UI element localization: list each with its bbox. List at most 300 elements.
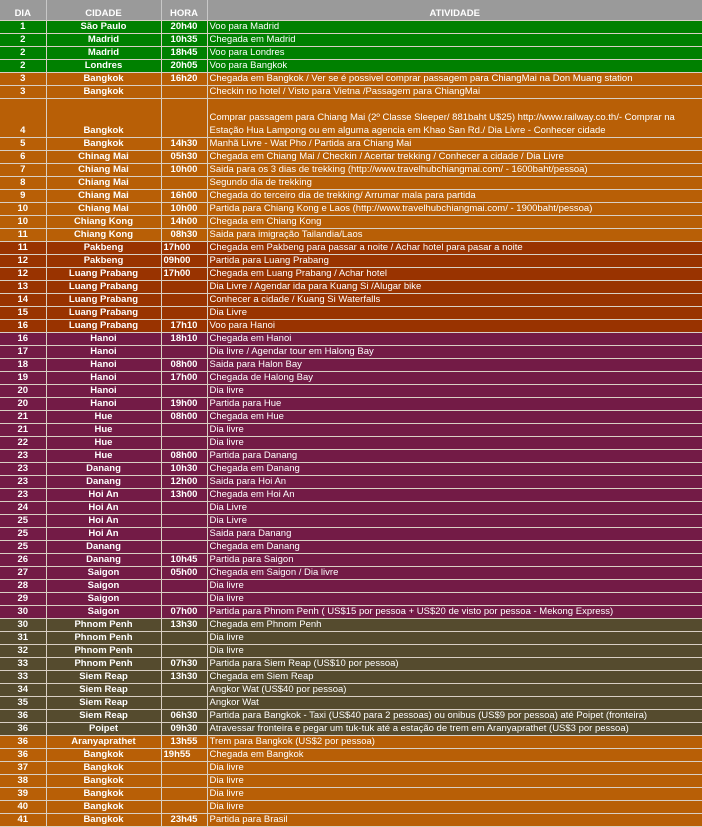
cell-hora[interactable] [161,424,207,437]
table-row [0,385,702,398]
cell-atividade[interactable]: Conhecer a cidade / Kuang Si Waterfalls [207,294,702,307]
cell-hora[interactable]: 16h20 [161,73,207,86]
cell-atividade[interactable]: Chegada em Saigon / Dia livre [207,567,702,580]
cell-hora[interactable]: 07h30 [161,658,207,671]
cell-atividade[interactable]: Dia livre [207,632,702,645]
cell-cidade[interactable]: Madrid [46,47,161,60]
table-row [0,450,702,463]
cell-atividade[interactable]: Dia livre [207,424,702,437]
cell-cidade[interactable]: Phnom Penh [46,645,161,658]
cell-hora[interactable]: 05h00 [161,567,207,580]
cell-dia[interactable]: 1 [0,21,46,34]
cell-dia[interactable]: 16 [0,320,46,333]
cell-atividade[interactable]: Dia Livre [207,502,702,515]
cell-dia[interactable]: 2 [0,47,46,60]
cell-dia[interactable]: 31 [0,632,46,645]
table-row [0,359,702,372]
table-row [0,242,702,255]
cell-dia[interactable]: 17 [0,346,46,359]
cell-cidade[interactable]: Londres [46,60,161,73]
table-row [0,164,702,177]
cell-hora[interactable]: 10h35 [161,34,207,47]
cell-dia[interactable]: 37 [0,762,46,775]
table-row [0,684,702,697]
cell-dia[interactable]: 32 [0,645,46,658]
cell-hora[interactable] [161,177,207,190]
table-row [0,632,702,645]
cell-atividade[interactable]: Partida para Siem Reap (US$10 por pessoa) [207,658,702,671]
cell-cidade[interactable]: Bangkok [46,814,161,827]
cell-cidade[interactable]: Phnom Penh [46,619,161,632]
cell-atividade[interactable]: Saida para Hoi An [207,476,702,489]
cell-atividade[interactable]: Partida para Luang Prabang [207,255,702,268]
cell-hora[interactable]: 14h00 [161,216,207,229]
table-row [0,528,702,541]
cell-dia[interactable]: 34 [0,684,46,697]
table-row [0,463,702,476]
table-row [0,216,702,229]
cell-cidade[interactable]: Phnom Penh [46,632,161,645]
cell-hora[interactable]: 13h30 [161,671,207,684]
cell-atividade[interactable]: Chegada de Halong Bay [207,372,702,385]
cell-dia[interactable]: 39 [0,788,46,801]
table-row [0,502,702,515]
cell-dia[interactable]: 29 [0,593,46,606]
table-row [0,762,702,775]
cell-cidade[interactable]: Hoi An [46,489,161,502]
table-row [0,294,702,307]
table-row [0,541,702,554]
table-row [0,411,702,424]
cell-cidade[interactable]: Hue [46,450,161,463]
cell-cidade[interactable]: Saigon [46,606,161,619]
table-row [0,190,702,203]
cell-atividade[interactable]: Dia livre [207,645,702,658]
cell-atividade[interactable]: Partida para Hue [207,398,702,411]
table-row [0,489,702,502]
cell-hora[interactable]: 20h05 [161,60,207,73]
cell-atividade[interactable]: Chegada em Bangkok [207,749,702,762]
cell-atividade[interactable]: Saida para imigração Tailandia/Laos [207,229,702,242]
table-row [0,593,702,606]
header-cidade[interactable]: CIDADE [46,0,161,21]
cell-cidade[interactable]: Chiang Kong [46,229,161,242]
cell-dia[interactable]: 23 [0,489,46,502]
cell-dia[interactable]: 18 [0,359,46,372]
cell-atividade[interactable]: Chegada em Madrid [207,34,702,47]
cell-dia[interactable]: 41 [0,814,46,827]
table-row [0,606,702,619]
cell-atividade[interactable]: Dia livre [207,437,702,450]
cell-dia[interactable]: 26 [0,554,46,567]
table-row [0,281,702,294]
cell-dia[interactable]: 4 [0,99,46,138]
cell-hora[interactable] [161,528,207,541]
cell-dia[interactable]: 36 [0,736,46,749]
cell-atividade[interactable]: Dia livre [207,775,702,788]
cell-dia[interactable]: 33 [0,671,46,684]
cell-cidade[interactable]: Siem Reap [46,684,161,697]
table-row [0,346,702,359]
table-row [0,60,702,73]
cell-cidade[interactable]: Hanoi [46,346,161,359]
cell-hora[interactable] [161,307,207,320]
cell-hora[interactable] [161,385,207,398]
cell-atividade[interactable]: Voo para Bangkok [207,60,702,73]
table-row [0,47,702,60]
cell-cidade[interactable]: Hanoi [46,398,161,411]
cell-atividade[interactable]: Partida para Chiang Kong e Laos (http://www.travelhubchiangmai.com/ - 1900baht/pessoa) [207,203,702,216]
cell-atividade[interactable]: Checkin no hotel / Visto para Vietna /Passagem para ChiangMai [207,86,702,99]
table-row [0,372,702,385]
cell-hora[interactable]: 10h45 [161,554,207,567]
table-row [0,34,702,47]
cell-cidade[interactable]: Chiang Kong [46,216,161,229]
table-row [0,203,702,216]
cell-atividade[interactable]: Angkor Wat [207,697,702,710]
table-row [0,138,702,151]
cell-dia[interactable]: 11 [0,242,46,255]
cell-cidade[interactable]: Bangkok [46,762,161,775]
cell-atividade[interactable]: Saida para os 3 dias de trekking (http://www.travelhubchiangmai.com/ - 1600baht/pessoa) [207,164,702,177]
cell-dia[interactable]: 19 [0,372,46,385]
cell-hora[interactable]: 12h00 [161,476,207,489]
cell-cidade[interactable]: Chiang Mai [46,190,161,203]
cell-dia[interactable]: 12 [0,255,46,268]
cell-cidade[interactable]: Saigon [46,593,161,606]
table-row [0,736,702,749]
cell-cidade[interactable]: Phnom Penh [46,658,161,671]
cell-dia[interactable]: 7 [0,164,46,177]
cell-atividade[interactable]: Dia Livre / Agendar ida para Kuang Si /Alugar bike [207,281,702,294]
cell-atividade[interactable]: Partida para Brasil [207,814,702,827]
cell-hora[interactable]: 18h10 [161,333,207,346]
table-row [0,268,702,281]
cell-hora[interactable] [161,580,207,593]
cell-dia[interactable]: 15 [0,307,46,320]
cell-atividade[interactable]: Trem para Bangkok (US$2 por pessoa) [207,736,702,749]
cell-hora[interactable] [161,593,207,606]
cell-hora[interactable]: 08h00 [161,411,207,424]
table-row [0,476,702,489]
cell-cidade[interactable]: Saigon [46,580,161,593]
cell-hora[interactable] [161,801,207,814]
cell-cidade[interactable]: Hue [46,437,161,450]
table-row [0,645,702,658]
cell-hora[interactable] [161,697,207,710]
cell-dia[interactable]: 40 [0,801,46,814]
cell-cidade[interactable]: Hue [46,424,161,437]
cell-hora[interactable]: 13h00 [161,489,207,502]
header-atividade[interactable]: ATIVIDADE [207,0,702,21]
table-row [0,554,702,567]
cell-cidade[interactable]: Danang [46,476,161,489]
table-row [0,437,702,450]
cell-cidade[interactable]: Hanoi [46,385,161,398]
cell-dia[interactable]: 38 [0,775,46,788]
cell-cidade[interactable]: Hoi An [46,515,161,528]
cell-cidade[interactable]: Chinag Mai [46,151,161,164]
cell-hora[interactable]: 10h30 [161,463,207,476]
cell-dia[interactable]: 22 [0,437,46,450]
cell-hora[interactable]: 09h00 [161,255,207,268]
table-row [0,515,702,528]
cell-hora[interactable] [161,437,207,450]
cell-cidade[interactable]: Danang [46,463,161,476]
cell-hora[interactable] [161,541,207,554]
cell-dia[interactable]: 25 [0,515,46,528]
cell-atividade[interactable]: Chegada em Luang Prabang / Achar hotel [207,268,702,281]
cell-cidade[interactable]: Madrid [46,34,161,47]
cell-atividade[interactable]: Comprar passagem para Chiang Mai (2º Classe Sleeper/ 881baht U$25) http://www.railway.co.th/- Comprar na Estação Hua Lampong ou em alguma agencia em Khao San Rd./ Dia Livre - Conhecer cidade [207,99,702,138]
cell-dia[interactable]: 3 [0,86,46,99]
cell-dia[interactable]: 23 [0,450,46,463]
table-row [0,671,702,684]
cell-hora[interactable]: 08h30 [161,229,207,242]
table-row [0,320,702,333]
cell-cidade[interactable]: Aranyaprathet [46,736,161,749]
cell-cidade[interactable]: Hanoi [46,359,161,372]
cell-hora[interactable] [161,788,207,801]
cell-cidade[interactable]: Hoi An [46,502,161,515]
cell-atividade[interactable]: Angkor Wat (US$40 por pessoa) [207,684,702,697]
table-row [0,658,702,671]
cell-hora[interactable]: 08h00 [161,359,207,372]
table-row [0,697,702,710]
cell-atividade[interactable]: Dia livre [207,788,702,801]
table-row [0,723,702,736]
cell-atividade[interactable]: Voo para Madrid [207,21,702,34]
cell-hora[interactable]: 19h55 [161,749,207,762]
cell-cidade[interactable]: Bangkok [46,788,161,801]
cell-cidade[interactable]: Hue [46,411,161,424]
cell-atividade[interactable]: Dia Livre [207,515,702,528]
table-row [0,801,702,814]
cell-hora[interactable]: 20h40 [161,21,207,34]
cell-cidade[interactable]: Pakbeng [46,255,161,268]
cell-hora[interactable] [161,684,207,697]
table-row [0,229,702,242]
cell-atividade[interactable]: Dia livre / Agendar tour em Halong Bay [207,346,702,359]
cell-hora[interactable]: 17h00 [161,268,207,281]
cell-cidade[interactable]: Hoi An [46,528,161,541]
cell-hora[interactable]: 16h00 [161,190,207,203]
cell-hora[interactable] [161,515,207,528]
cell-dia[interactable]: 25 [0,528,46,541]
cell-cidade[interactable]: Luang Prabang [46,307,161,320]
cell-dia[interactable]: 30 [0,619,46,632]
cell-cidade[interactable]: São Paulo [46,21,161,34]
cell-dia[interactable]: 2 [0,34,46,47]
cell-dia[interactable]: 36 [0,710,46,723]
cell-hora[interactable] [161,632,207,645]
cell-atividade[interactable]: Chegada em Danang [207,463,702,476]
cell-hora[interactable]: 06h30 [161,710,207,723]
table-row [0,73,702,86]
header-dia[interactable]: DIA [0,0,46,21]
cell-dia[interactable]: 10 [0,203,46,216]
cell-dia[interactable]: 23 [0,476,46,489]
table-row [0,580,702,593]
cell-hora[interactable]: 18h45 [161,47,207,60]
cell-atividade[interactable]: Saida para Danang [207,528,702,541]
cell-atividade[interactable]: Voo para Hanoi [207,320,702,333]
cell-dia[interactable]: 27 [0,567,46,580]
cell-atividade[interactable]: Atravessar fronteira e pegar um tuk-tuk até a estação de trem em Aranyaprathet (US$3 por pessoa) [207,723,702,736]
cell-hora[interactable]: 13h30 [161,619,207,632]
cell-atividade[interactable]: Saida para Halon Bay [207,359,702,372]
cell-cidade[interactable]: Luang Prabang [46,320,161,333]
cell-dia[interactable]: 28 [0,580,46,593]
cell-cidade[interactable]: Hanoi [46,333,161,346]
cell-cidade[interactable]: Danang [46,541,161,554]
table-row [0,749,702,762]
cell-dia[interactable]: 14 [0,294,46,307]
cell-cidade[interactable]: Bangkok [46,138,161,151]
cell-cidade[interactable]: Saigon [46,567,161,580]
table-row [0,775,702,788]
cell-cidade[interactable]: Bangkok [46,86,161,99]
cell-hora[interactable] [161,99,207,138]
cell-dia[interactable]: 20 [0,398,46,411]
table-row [0,398,702,411]
cell-dia[interactable]: 21 [0,411,46,424]
cell-hora[interactable]: 09h30 [161,723,207,736]
cell-cidade[interactable]: Poipet [46,723,161,736]
table-row [0,788,702,801]
cell-cidade[interactable]: Luang Prabang [46,294,161,307]
cell-atividade[interactable]: Chegada em Chiang Kong [207,216,702,229]
cell-hora[interactable] [161,762,207,775]
cell-hora[interactable] [161,502,207,515]
cell-atividade[interactable]: Partida para Phnom Penh ( US$15 por pessoa + US$20 de visto por pessoa - Mekong Express) [207,606,702,619]
table-row [0,567,702,580]
cell-dia[interactable]: 33 [0,658,46,671]
cell-atividade[interactable]: Partida para Danang [207,450,702,463]
table-row [0,814,702,827]
cell-atividade[interactable]: Dia livre [207,762,702,775]
cell-atividade[interactable]: Voo para Londres [207,47,702,60]
cell-hora[interactable]: 17h00 [161,372,207,385]
cell-cidade[interactable]: Siem Reap [46,671,161,684]
cell-cidade[interactable]: Luang Prabang [46,268,161,281]
cell-atividade[interactable]: Partida para Saigon [207,554,702,567]
cell-hora[interactable]: 05h30 [161,151,207,164]
cell-atividade[interactable]: Manhã Livre - Wat Pho / Partida ara Chiang Mai [207,138,702,151]
cell-hora[interactable] [161,294,207,307]
table-row [0,21,702,34]
cell-atividade[interactable]: Chegada em Hue [207,411,702,424]
cell-hora[interactable]: 08h00 [161,450,207,463]
cell-dia[interactable]: 9 [0,190,46,203]
cell-atividade[interactable]: Chegada em Pakbeng para passar a noite / Achar hotel para pasar a noite [207,242,702,255]
cell-dia[interactable]: 11 [0,229,46,242]
cell-cidade[interactable]: Siem Reap [46,697,161,710]
cell-atividade[interactable]: Chegada em Phnom Penh [207,619,702,632]
cell-cidade[interactable]: Chiang Mai [46,177,161,190]
cell-dia[interactable]: 36 [0,723,46,736]
cell-hora[interactable]: 17h10 [161,320,207,333]
table-row [0,307,702,320]
cell-dia[interactable]: 16 [0,333,46,346]
cell-dia[interactable]: 23 [0,463,46,476]
cell-cidade[interactable]: Hanoi [46,372,161,385]
cell-hora[interactable] [161,346,207,359]
cell-atividade[interactable]: Dia livre [207,385,702,398]
cell-hora[interactable]: 10h00 [161,203,207,216]
cell-cidade[interactable]: Bangkok [46,99,161,138]
cell-atividade[interactable]: Dia livre [207,580,702,593]
cell-hora[interactable]: 23h45 [161,814,207,827]
cell-dia[interactable]: 5 [0,138,46,151]
cell-cidade[interactable]: Chiang Mai [46,203,161,216]
table-row [0,255,702,268]
cell-dia[interactable]: 12 [0,268,46,281]
table-row [0,86,702,99]
cell-cidade[interactable]: Bangkok [46,775,161,788]
cell-dia[interactable]: 21 [0,424,46,437]
cell-atividade[interactable]: Chegada em Siem Reap [207,671,702,684]
cell-hora[interactable]: 14h30 [161,138,207,151]
cell-dia[interactable]: 3 [0,73,46,86]
cell-hora[interactable]: 19h00 [161,398,207,411]
cell-cidade[interactable]: Pakbeng [46,242,161,255]
cell-atividade[interactable]: Chegada do terceiro dia de trekking/ Arrumar mala para partida [207,190,702,203]
cell-cidade[interactable]: Bangkok [46,801,161,814]
cell-atividade[interactable]: Chegada em Bangkok / Ver se é possivel comprar passagem para ChiangMai na Don Muang station [207,73,702,86]
cell-atividade[interactable]: Chegada em Hoi An [207,489,702,502]
cell-hora[interactable]: 17h00 [161,242,207,255]
cell-dia[interactable]: 6 [0,151,46,164]
cell-hora[interactable] [161,645,207,658]
cell-cidade[interactable]: Luang Prabang [46,281,161,294]
itinerary-body [0,21,702,827]
cell-atividade[interactable]: Partida para Bangkok - Taxi (US$40 para 2 pessoas) ou onibus (US$9 por pessoa) até Poipet (fronteira) [207,710,702,723]
cell-hora[interactable]: 10h00 [161,164,207,177]
header-hora[interactable]: HORA [161,0,207,21]
cell-dia[interactable]: 30 [0,606,46,619]
cell-dia[interactable]: 24 [0,502,46,515]
cell-hora[interactable] [161,281,207,294]
cell-cidade[interactable]: Chiang Mai [46,164,161,177]
cell-dia[interactable]: 25 [0,541,46,554]
cell-atividade[interactable]: Chegada em Chiang Mai / Checkin / Acertar trekking / Conhecer a cidade / Dia Livre [207,151,702,164]
cell-cidade[interactable]: Siem Reap [46,710,161,723]
cell-dia[interactable]: 10 [0,216,46,229]
cell-atividade[interactable]: Dia livre [207,593,702,606]
cell-hora[interactable] [161,86,207,99]
cell-atividade[interactable]: Dia Livre [207,307,702,320]
table-row [0,619,702,632]
cell-cidade[interactable]: Bangkok [46,749,161,762]
cell-cidade[interactable]: Bangkok [46,73,161,86]
cell-dia[interactable]: 13 [0,281,46,294]
cell-dia[interactable]: 20 [0,385,46,398]
table-row [0,710,702,723]
cell-cidade[interactable]: Danang [46,554,161,567]
cell-hora[interactable]: 13h55 [161,736,207,749]
cell-dia[interactable]: 35 [0,697,46,710]
cell-dia[interactable]: 2 [0,60,46,73]
cell-atividade[interactable]: Chegada em Danang [207,541,702,554]
cell-dia[interactable]: 8 [0,177,46,190]
cell-hora[interactable]: 07h00 [161,606,207,619]
cell-atividade[interactable]: Dia livre [207,801,702,814]
cell-hora[interactable] [161,775,207,788]
cell-atividade[interactable]: Chegada em Hanoi [207,333,702,346]
cell-dia[interactable]: 36 [0,749,46,762]
cell-atividade[interactable]: Segundo dia de trekking [207,177,702,190]
